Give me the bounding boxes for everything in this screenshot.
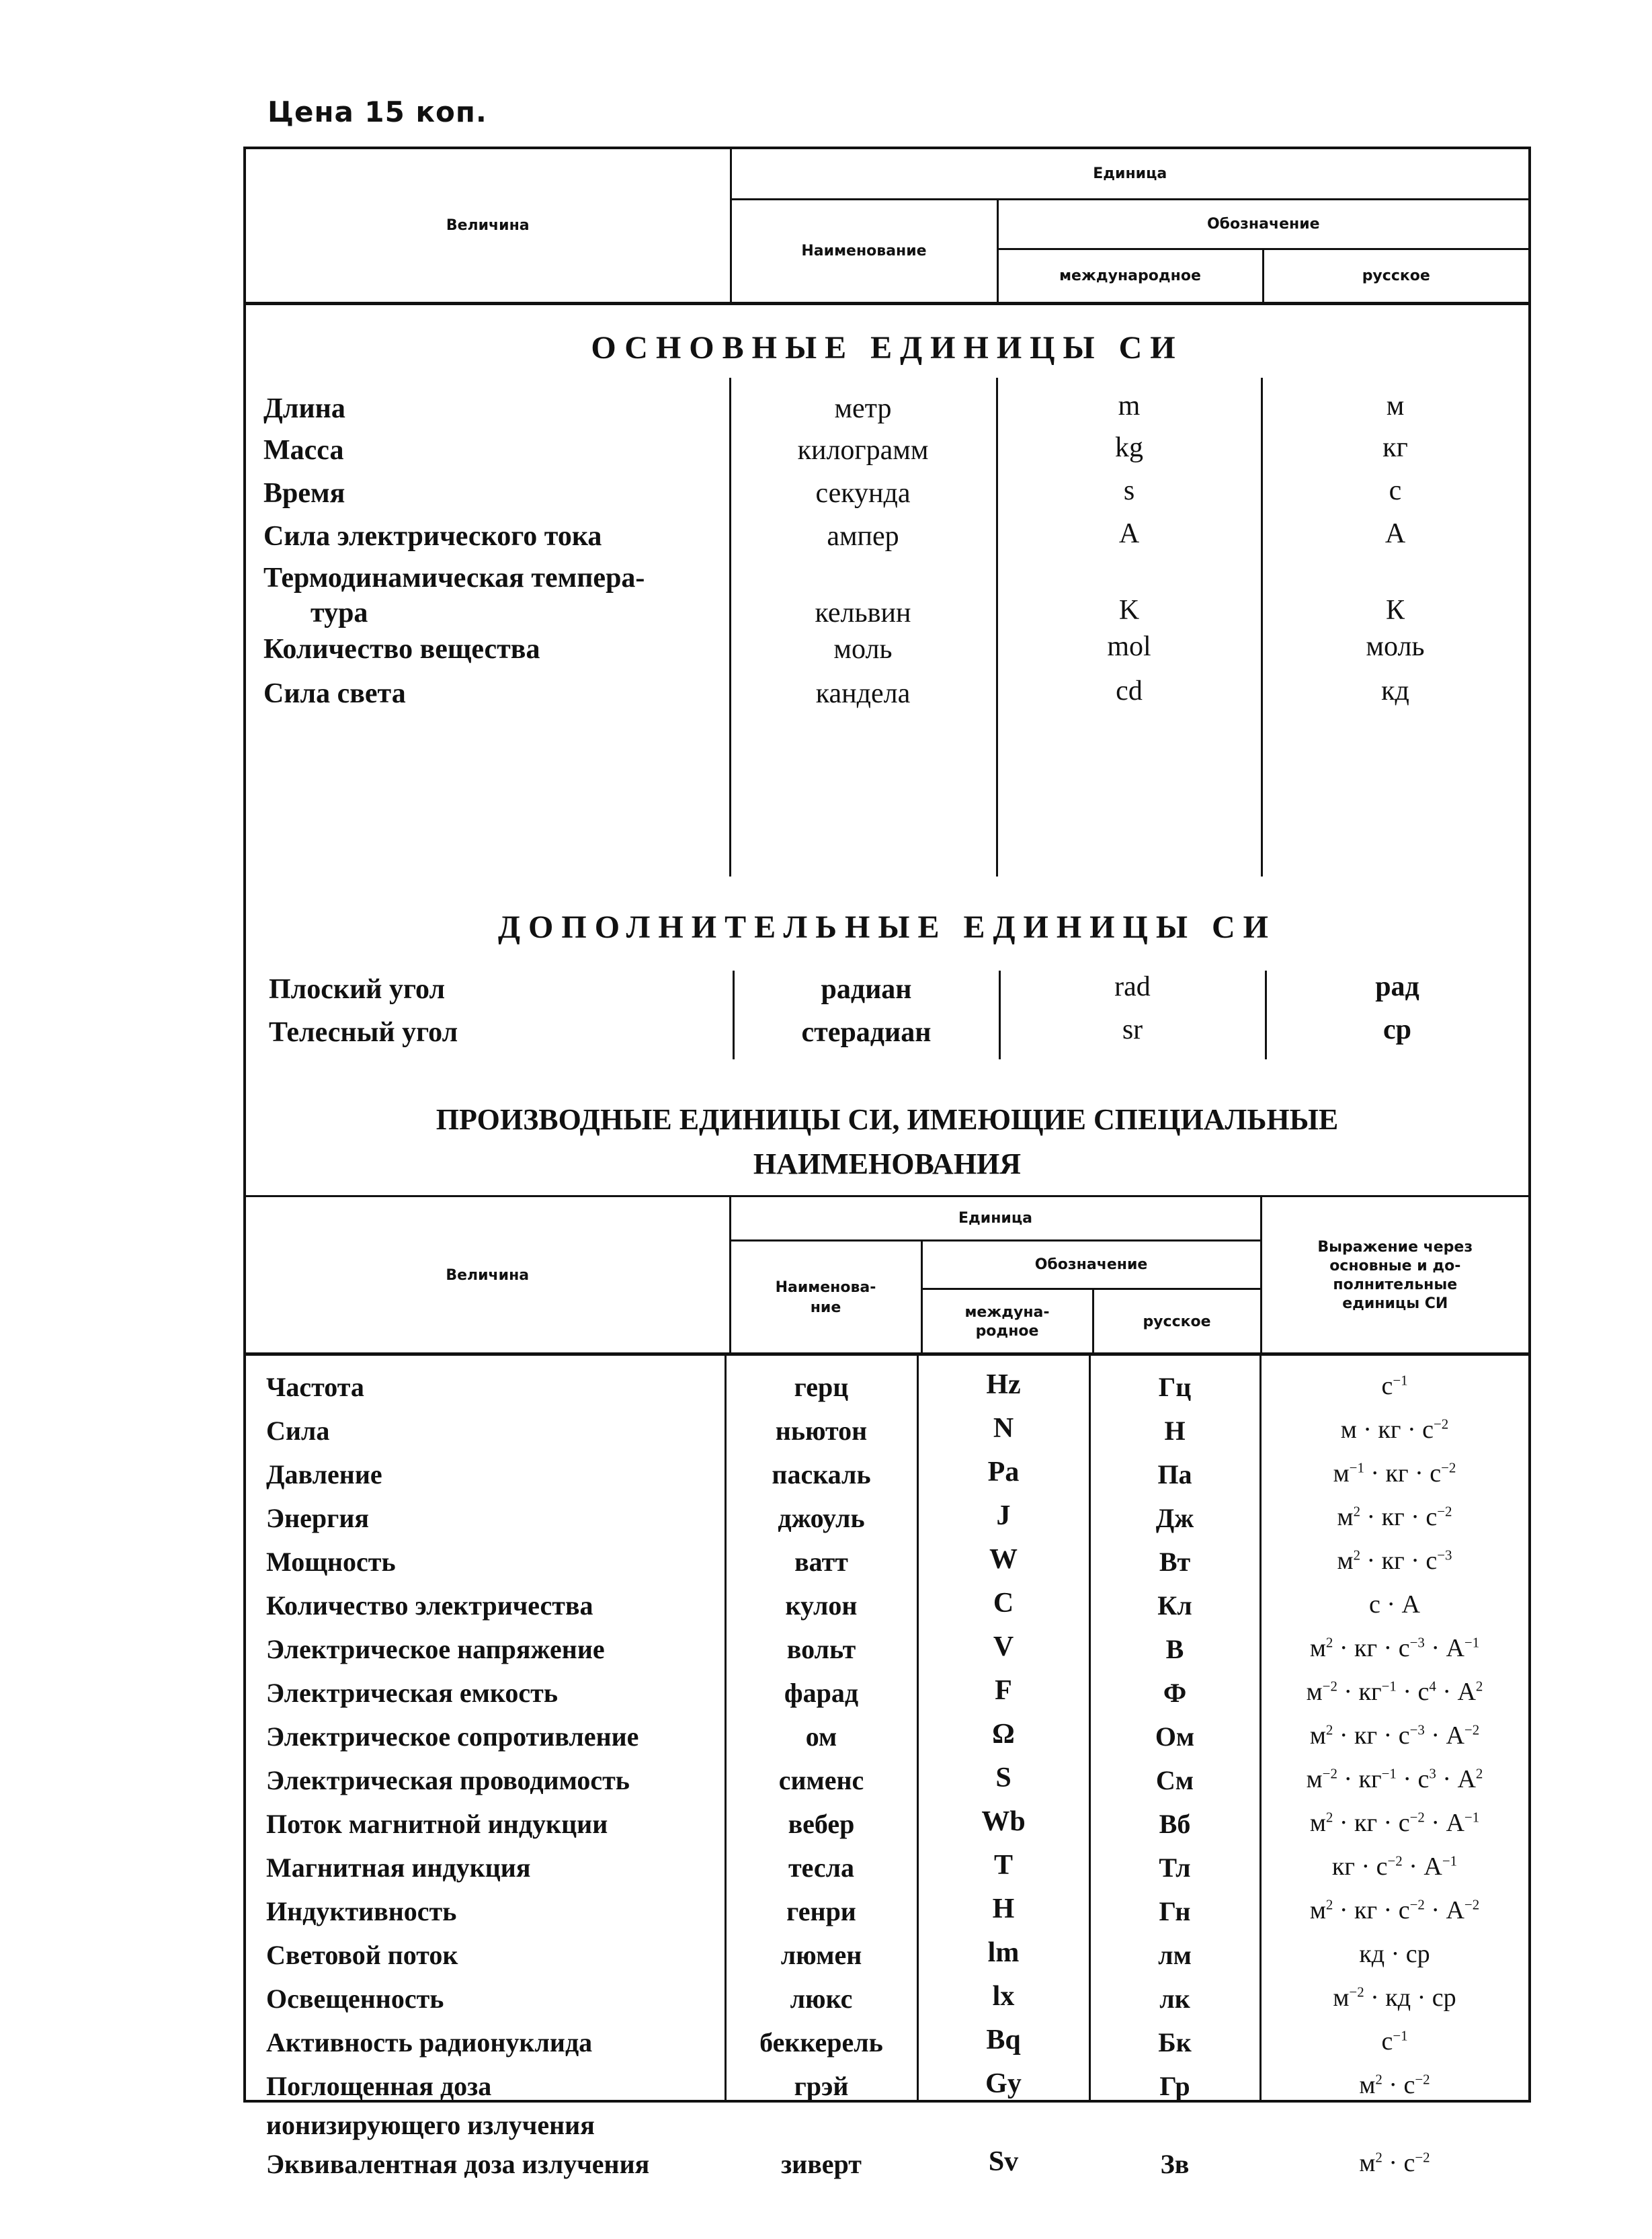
derived-unit-row [246, 1590, 1528, 1630]
quantity-name: Количество электричества [266, 1590, 593, 1621]
quantity-name: Освещенность [266, 1984, 444, 2014]
quantity-name: Масса [263, 435, 344, 466]
derived-units-title: ПРОИЗВОДНЫЕ ЕДИНИЦЫ СИ, ИМЕЮЩИЕ СПЕЦИАЛЬНЫЕ [436, 1103, 1339, 1136]
unit-symbol-russian: Гр [1159, 2071, 1190, 2101]
unit-name: ньютон [775, 1416, 868, 1446]
derived-unit-row [246, 1983, 1528, 2023]
header-unit: Единица [731, 149, 1528, 199]
derived-unit-row [246, 1502, 1528, 1543]
unit-name: моль [833, 634, 893, 665]
si-expression: $м^{-1}$ · кг · $с^{-2}$ [1333, 1459, 1456, 1488]
base-unit-row [246, 562, 1528, 628]
unit-symbol-russian: Бк [1158, 2027, 1192, 2058]
base-unit-row [246, 477, 1528, 518]
unit-symbol-international: Ω [992, 1719, 1015, 1750]
unit-symbol-international: cd [1116, 676, 1143, 706]
unit-name: кельвин [815, 598, 911, 628]
unit-name: радиан [821, 974, 912, 1005]
unit-name: грэй [794, 2071, 849, 2101]
unit-symbol-russian: Вб [1159, 1809, 1191, 1839]
derived-unit-row [246, 1764, 1528, 1805]
unit-name: герц [794, 1372, 849, 1402]
derived-unit-row [246, 1721, 1528, 1761]
unit-name: вебер [788, 1809, 855, 1839]
unit-name: люмен [780, 1940, 862, 1970]
quantity-name: Термодинамическая темпера- [263, 563, 645, 594]
unit-symbol-international: Bq [986, 2025, 1021, 2055]
unit-symbol-russian: Дж [1155, 1503, 1194, 1533]
unit-symbol-russian: кг [1382, 432, 1408, 463]
quantity-name: Магнитная индукция [266, 1853, 531, 1883]
si-expression: $м^2$ · кг · $с^{-3} \cdot А^{-2}$ [1309, 1721, 1480, 1750]
unit-symbol-russian: с [1389, 475, 1402, 506]
unit-symbol-international: rad [1114, 971, 1151, 1002]
base-unit-row [246, 393, 1528, 433]
quantity-name-cont: тура [311, 598, 368, 628]
header-main [246, 149, 1528, 304]
unit-symbol-russian: м [1386, 391, 1405, 421]
si-expression: $с^{-1}$ [1381, 1372, 1408, 1400]
unit-name: ватт [794, 1547, 848, 1577]
base-units-title: ОСНОВНЫЕ ЕДИНИЦЫ СИ [591, 330, 1184, 366]
unit-symbol-russian: Н [1164, 1416, 1186, 1446]
quantity-name: Мощность [266, 1547, 396, 1577]
derived-header-russian: русское [1093, 1289, 1261, 1355]
derived-header-expression: Выражение через основные и до- полнительные единицы СИ [1261, 1196, 1528, 1355]
derived-unit-row [246, 1415, 1528, 1455]
quantity-name: Телесный угол [269, 1017, 458, 1048]
unit-name: метр [834, 393, 892, 424]
header-designation: Обозначение [997, 199, 1528, 249]
unit-symbol-russian: Вт [1159, 1547, 1191, 1577]
unit-symbol-international: T [993, 1850, 1013, 1881]
derived-unit-row [246, 1459, 1528, 1499]
derived-header-international: междуна- родное [921, 1289, 1093, 1355]
unit-name: кулон [785, 1590, 858, 1621]
unit-symbol-international: F [995, 1675, 1012, 1706]
unit-name: килограмм [797, 435, 929, 466]
base-unit-row [246, 678, 1528, 718]
unit-symbol-russian: Тл [1159, 1853, 1191, 1883]
derived-units-title-2: НАИМЕНОВАНИЯ [753, 1147, 1022, 1180]
quantity-name: Электрическое напряжение [266, 1634, 605, 1664]
unit-symbol-russian: моль [1366, 631, 1425, 662]
unit-name: тесла [788, 1853, 855, 1883]
derived-unit-row [246, 2070, 1528, 2151]
si-expression: м · кг · $с^{-2}$ [1340, 1416, 1449, 1444]
quantity-name: Длина [263, 393, 345, 424]
unit-name: сименс [778, 1765, 864, 1795]
unit-symbol-international: Gy [985, 2068, 1022, 2099]
quantity-name: Активность радионуклида [266, 2027, 593, 2058]
quantity-name: Электрическое сопротивление [266, 1721, 639, 1752]
supplementary-unit-row [246, 1016, 1528, 1057]
unit-symbol-russian: рад [1375, 971, 1419, 1002]
unit-symbol-international: W [989, 1544, 1018, 1575]
derived-unit-row [246, 2027, 1528, 2067]
unit-symbol-international: sr [1122, 1014, 1143, 1045]
derived-unit-row [246, 1808, 1528, 1848]
unit-symbol-russian: В [1165, 1634, 1184, 1664]
unit-symbol-russian: кд [1381, 676, 1409, 706]
unit-name: люкс [790, 1984, 853, 2014]
quantity-name: Электрическая проводимость [266, 1765, 630, 1795]
unit-symbol-international: Sv [988, 2146, 1019, 2177]
supplementary-unit-row [246, 973, 1528, 1014]
si-expression: $м^{-2} \cdot кг^{-1} \cdot с^3 \cdot А^2$ [1306, 1765, 1483, 1793]
si-expression: $с^{-1}$ [1381, 2027, 1408, 2055]
unit-name: ампер [827, 521, 899, 552]
unit-name: беккерель [759, 2027, 883, 2058]
unit-symbol-russian: К [1385, 595, 1405, 626]
unit-symbol-russian: Ом [1155, 1721, 1195, 1752]
derived-unit-row [246, 1852, 1528, 1892]
unit-symbol-russian: См [1155, 1765, 1194, 1795]
header-russian: русское [1263, 249, 1528, 302]
supplementary-units-title: ДОПОЛНИТЕЛЬНЫЕ ЕДИНИЦЫ СИ [498, 909, 1276, 945]
quantity-name: Энергия [266, 1503, 370, 1533]
unit-name: секунда [815, 478, 911, 509]
quantity-name: Сила света [263, 678, 406, 709]
quantity-name: Поглощенная доза [266, 2071, 492, 2101]
si-expression: $м^{-2} \cdot кг^{-1} \cdot с^4 \cdot А^2$ [1306, 1678, 1483, 1706]
unit-name: джоуль [778, 1503, 865, 1533]
unit-symbol-international: Wb [981, 1806, 1026, 1837]
si-expression: $м^2$ · кг · $с^{-2} \cdot А^{-2}$ [1309, 1896, 1480, 1924]
unit-name: фарад [784, 1678, 859, 1708]
quantity-name: Электрическая емкость [266, 1678, 558, 1708]
unit-name: ом [805, 1721, 837, 1752]
unit-symbol-russian: Гн [1159, 1896, 1191, 1926]
unit-name: стерадиан [801, 1017, 932, 1048]
unit-symbol-international: mol [1107, 631, 1151, 662]
si-expression: с · А [1369, 1590, 1420, 1619]
price-label: Цена 15 коп. [267, 95, 487, 128]
unit-symbol-international: J [996, 1500, 1011, 1531]
unit-name: паскаль [772, 1459, 871, 1490]
unit-symbol-international: S [995, 1762, 1011, 1793]
si-expression: кд · ср [1359, 1940, 1430, 1968]
unit-symbol-russian: лм [1158, 1940, 1192, 1970]
unit-symbol-international: m [1118, 391, 1141, 421]
units-table [243, 147, 1531, 2179]
si-expression: кг · $с^{-2} \cdot А^{-1}$ [1331, 1853, 1458, 1881]
unit-symbol-international: kg [1115, 432, 1143, 463]
unit-symbol-international: lm [987, 1937, 1020, 1968]
header-name: Наименование [731, 199, 997, 302]
unit-symbol-international: s [1123, 475, 1135, 506]
quantity-name: Частота [266, 1372, 364, 1402]
derived-header-quantity: Величина [246, 1196, 730, 1355]
unit-symbol-international: Hz [986, 1369, 1021, 1400]
header-quantity: Величина [246, 149, 731, 303]
header-international: международное [997, 249, 1263, 302]
unit-name: зиверт [781, 2149, 862, 2179]
unit-symbol-international: A [1118, 518, 1140, 549]
base-unit-row [246, 520, 1528, 561]
derived-header-name: Наименова- ние [730, 1241, 921, 1355]
si-expression: $м^2$ · кг · $с^{-2}$ [1337, 1503, 1452, 1531]
derived-unit-row [246, 1677, 1528, 1717]
quantity-name: Индуктивность [266, 1896, 457, 1926]
base-unit-row [246, 434, 1528, 475]
si-expression: $м^2$ · кг · $с^{-3} \cdot А^{-1}$ [1309, 1634, 1480, 1662]
unit-symbol-international: Pa [987, 1457, 1020, 1488]
base-unit-row [246, 633, 1528, 674]
si-expression: $м^{-2}$ · кд · ср [1333, 1984, 1456, 2012]
unit-symbol-russian: Зв [1160, 2149, 1190, 2179]
derived-header-unit: Единица [730, 1196, 1261, 1241]
quantity-name: Поток магнитной индукции [266, 1809, 608, 1839]
header-derived [246, 1195, 1528, 1354]
unit-symbol-russian: Кл [1157, 1590, 1192, 1621]
si-expression: $м^2$ · кг · $с^{-3}$ [1337, 1547, 1452, 1575]
unit-symbol-international: H [992, 1894, 1015, 1924]
unit-symbol-international: lx [992, 1981, 1015, 2012]
unit-symbol-russian: Ф [1163, 1678, 1187, 1708]
unit-symbol-international: N [993, 1413, 1014, 1444]
quantity-name-cont: ионизирующего излучения [266, 2110, 595, 2140]
derived-unit-row [246, 1371, 1528, 1412]
quantity-name: Световой поток [266, 1940, 458, 1970]
unit-name: кандела [815, 678, 911, 709]
derived-unit-row [246, 1939, 1528, 1980]
unit-symbol-russian: Па [1157, 1459, 1192, 1490]
quantity-name: Плоский угол [269, 974, 446, 1005]
unit-symbol-russian: А [1385, 518, 1406, 549]
si-expression: $м^2 \cdot с^{-2}$ [1359, 2149, 1430, 2177]
quantity-name: Сила электрического тока [263, 521, 602, 552]
si-expression: $м^2$ · кг · $с^{-2} \cdot А^{-1}$ [1309, 1809, 1480, 1837]
unit-name: вольт [786, 1634, 856, 1664]
unit-symbol-international: K [1118, 595, 1140, 626]
unit-symbol-international: V [993, 1631, 1014, 1662]
derived-header-designation: Обозначение [921, 1241, 1261, 1289]
quantity-name: Давление [266, 1459, 382, 1490]
unit-name: генри [786, 1896, 856, 1926]
unit-symbol-russian: ср [1383, 1014, 1411, 1045]
derived-unit-row [246, 1546, 1528, 1586]
quantity-name: Эквивалентная доза излучения [266, 2149, 650, 2179]
unit-symbol-international: C [993, 1588, 1014, 1619]
derived-unit-row [246, 2148, 1528, 2189]
derived-unit-row [246, 1896, 1528, 1936]
unit-symbol-russian: Гц [1158, 1372, 1192, 1402]
si-expression: $м^2 \cdot с^{-2}$ [1359, 2071, 1430, 2099]
quantity-name: Время [263, 478, 345, 509]
quantity-name: Количество вещества [263, 634, 540, 665]
quantity-name: Сила [266, 1416, 330, 1446]
derived-unit-row [246, 1633, 1528, 1674]
unit-symbol-russian: лк [1159, 1984, 1190, 2014]
